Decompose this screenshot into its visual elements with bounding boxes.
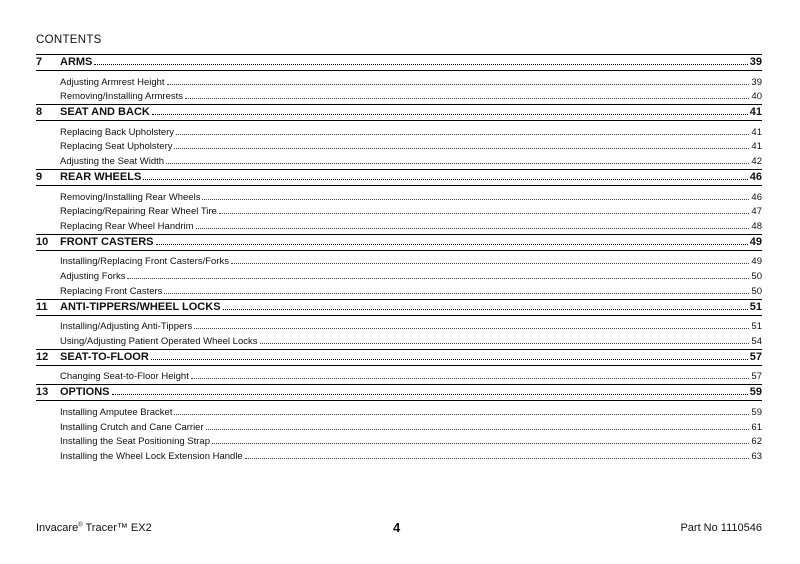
section-row [60,236,762,248]
dot-leader [152,114,748,115]
section-number: 11 [36,300,48,313]
toc-entry[interactable] [60,368,762,383]
toc-entry[interactable] [60,217,762,232]
section-heading[interactable] [36,349,762,366]
toc-entry[interactable] [60,267,762,282]
entry-page: 54 [751,335,762,347]
dot-leader [223,309,748,310]
section-page: 41 [749,106,762,119]
section-page: 49 [749,235,762,248]
entry-title: Installing/Adjusting Anti-Tippers [60,321,193,333]
dot-leader [196,228,750,229]
entry-title: Adjusting Forks [60,270,126,282]
section-number: 9 [36,170,43,183]
dot-leader [202,199,749,200]
section-title: SEAT AND BACK [60,106,150,119]
section-number: 8 [36,106,43,119]
dot-leader [174,148,749,149]
entry-title: Installing/Replacing Front Casters/Forks [60,256,229,268]
toc-entry[interactable] [60,123,762,138]
entry-page: 47 [751,206,762,218]
toc-entry[interactable] [60,418,762,433]
entry-title: Installing the Seat Positioning Strap [60,436,210,448]
section-entries [36,71,762,104]
entry-title: Adjusting the Seat Width [60,155,165,167]
entry-title: Replacing Rear Wheel Handrim [60,220,194,232]
section-number: 10 [36,235,49,248]
entry-page: 63 [751,450,762,462]
section-title: OPTIONS [60,386,110,399]
section-row [60,106,762,118]
footer-product [36,522,152,534]
toc-entry[interactable] [60,203,762,218]
section-title: SEAT-TO-FLOOR [60,350,149,363]
section-title: ANTI-TIPPERS/WHEEL LOCKS [60,300,221,313]
entry-page: 59 [751,406,762,418]
section-heading[interactable] [36,54,762,71]
table-of-contents [36,54,762,464]
entry-title: Changing Seat-to-Floor Height [60,371,189,383]
entry-title: Installing Crutch and Cane Carrier [60,421,204,433]
footer-part-number: Part No 1110546 [680,522,762,534]
section-entries [36,316,762,349]
dot-leader [151,359,748,360]
dot-leader [191,378,750,379]
section-row [60,351,762,363]
entry-page: 50 [751,285,762,297]
section-page: 57 [749,350,762,363]
toc-entry[interactable] [60,88,762,103]
toc-entry[interactable] [60,138,762,153]
section-page: 39 [749,56,762,68]
entry-title: Using/Adjusting Patient Operated Wheel Locks [60,335,258,347]
dot-leader [194,328,749,329]
toc-entry[interactable] [60,433,762,448]
page-heading: CONTENTS [36,34,102,46]
toc-entry[interactable] [60,403,762,418]
toc-entry[interactable] [60,318,762,333]
entry-title: Installing Amputee Bracket [60,406,173,418]
section-row [60,301,762,313]
toc-entry[interactable] [60,282,762,297]
entry-page: 41 [751,126,762,138]
entry-title: Replacing/Repairing Rear Wheel Tire [60,206,217,218]
section-title: REAR WHEELS [60,170,142,183]
section-row [60,56,762,68]
dot-leader [176,134,749,135]
section-heading[interactable] [36,384,762,401]
section-entries [36,366,762,385]
toc-entry[interactable] [60,188,762,203]
dot-leader [245,458,750,459]
toc-entry[interactable] [60,447,762,462]
dot-leader [156,244,748,245]
section-number: 7 [36,56,43,68]
section-heading[interactable] [36,234,762,251]
entry-page: 46 [751,191,762,203]
toc-entry[interactable] [60,253,762,268]
entry-title: Installing the Wheel Lock Extension Handle [60,450,243,462]
entry-page: 61 [751,421,762,433]
entry-title: Replacing Front Casters [60,285,163,297]
section-page: 51 [749,300,762,313]
section-number: 12 [36,350,49,363]
section-heading[interactable] [36,299,762,316]
dot-leader [164,293,749,294]
section-heading[interactable] [36,169,762,186]
entry-page: 57 [751,371,762,383]
section-entries [36,251,762,299]
dot-leader [143,179,747,180]
dot-leader [166,163,749,164]
entry-page: 39 [751,76,762,88]
dot-leader [219,213,750,214]
section-title: ARMS [60,56,93,68]
entry-page: 48 [751,220,762,232]
entry-page: 50 [751,270,762,282]
toc-entry[interactable] [60,73,762,88]
entry-page: 42 [751,155,762,167]
dot-leader [112,394,748,395]
entry-page: 51 [751,321,762,333]
entry-title: Replacing Seat Upholstery [60,141,173,153]
section-page: 46 [749,170,762,183]
footer-page-number: 4 [393,520,401,535]
entry-title: Removing/Installing Rear Wheels [60,191,201,203]
toc-entry[interactable] [60,152,762,167]
section-page: 59 [749,386,762,399]
toc-entry[interactable] [60,332,762,347]
entry-page: 41 [751,141,762,153]
footer-brand: Invacare [36,522,79,534]
section-row [60,386,762,398]
entry-page: 62 [751,436,762,448]
dot-leader [174,414,749,415]
dot-leader [206,429,750,430]
footer-product-name: Tracer™ EX2 [85,522,152,534]
dot-leader [260,343,750,344]
dot-leader [167,84,750,85]
entry-page: 49 [751,256,762,268]
dot-leader [94,64,747,65]
registered-mark: ® [78,522,83,529]
dot-leader [231,263,749,264]
entry-title: Removing/Installing Armrests [60,91,184,103]
entry-title: Replacing Back Upholstery [60,126,175,138]
dot-leader [127,278,749,279]
section-title: FRONT CASTERS [60,235,154,248]
section-entries [36,401,762,463]
dot-leader [185,98,749,99]
section-row [60,171,762,183]
section-heading[interactable] [36,104,762,121]
entry-page: 40 [751,91,762,103]
section-entries [36,121,762,169]
section-entries [36,186,762,234]
entry-title: Adjusting Armrest Height [60,76,165,88]
dot-leader [212,443,749,444]
section-number: 13 [36,386,49,399]
